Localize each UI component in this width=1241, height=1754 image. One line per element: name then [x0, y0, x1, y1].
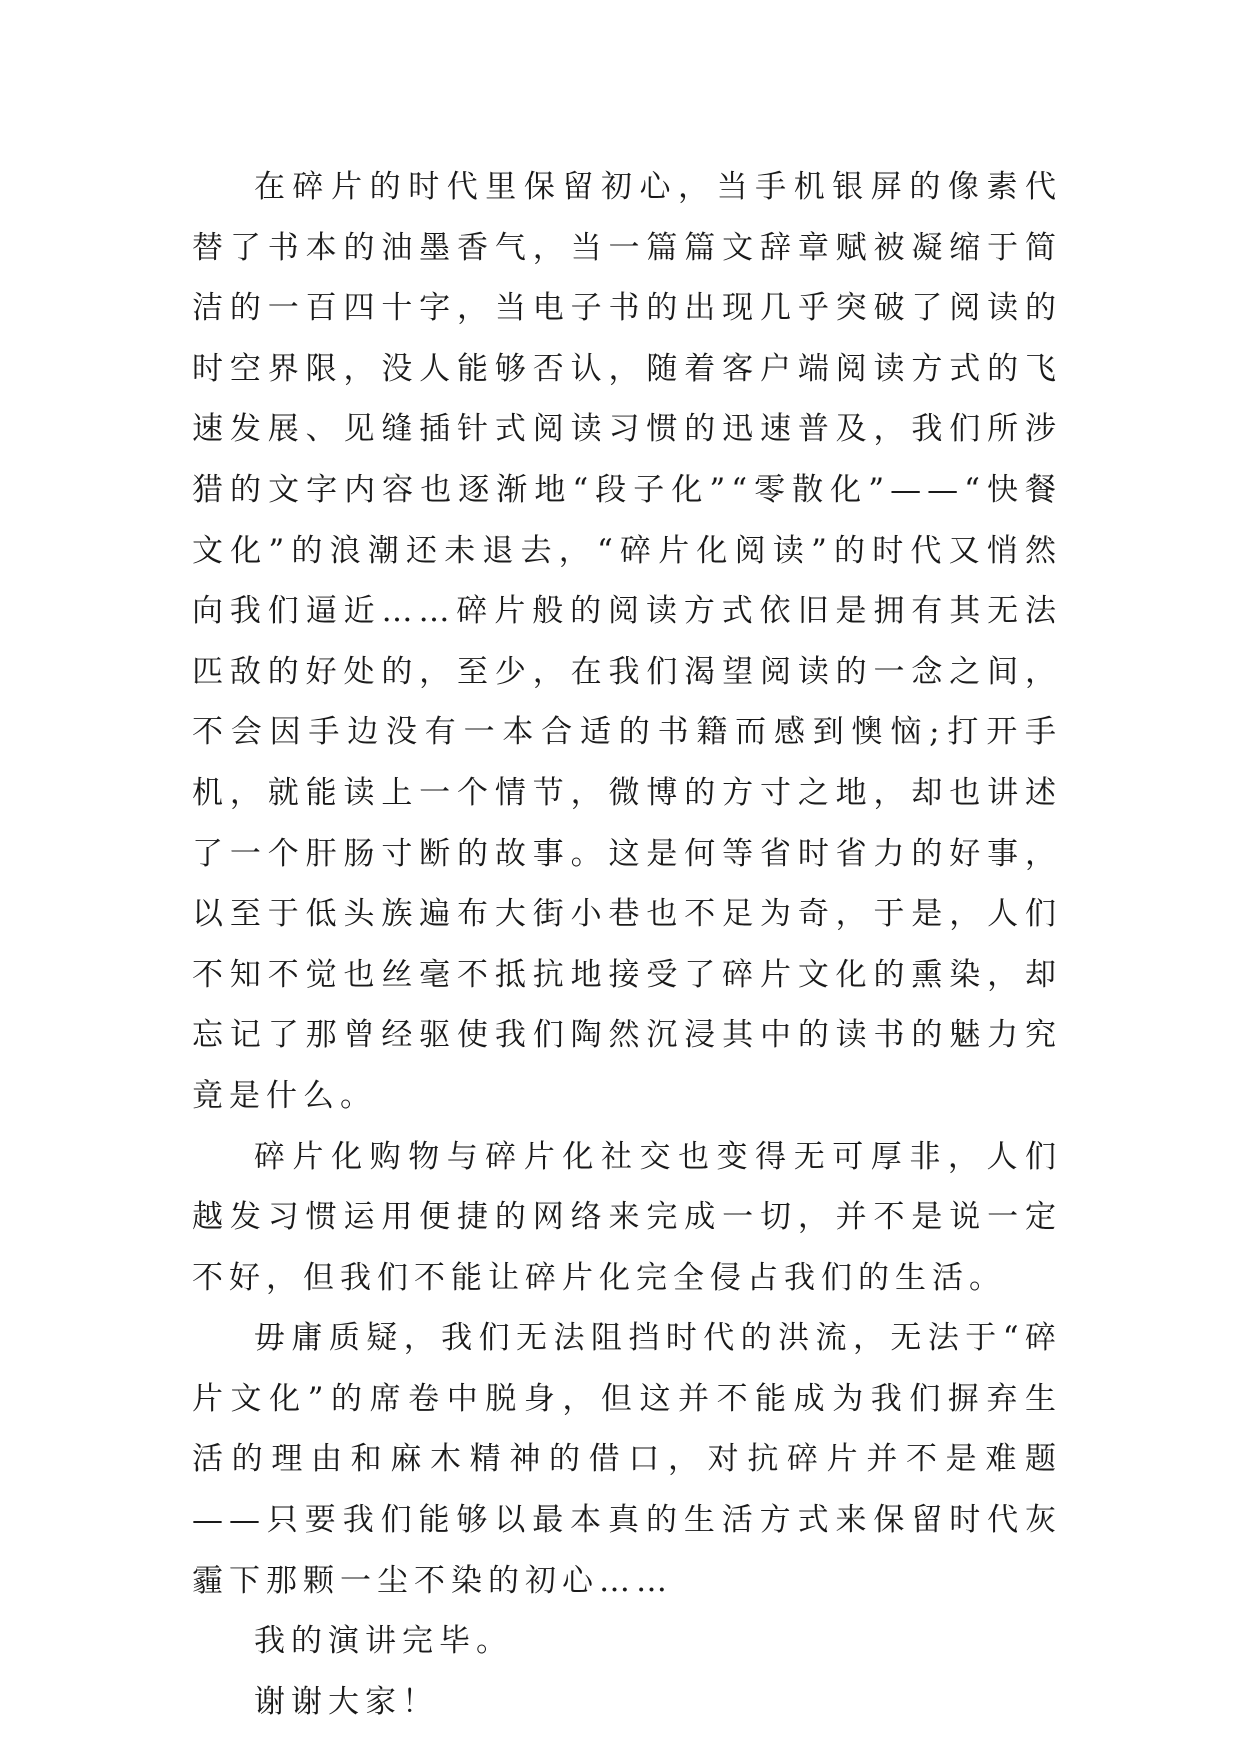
- paragraph-fragmented-reading: 在碎片的时代里保留初心，当手机银屏的像素代替了书本的油墨香气，当一篇篇文辞章赋被凝缩于简洁的一百四十字，当电子书的出现几乎突破了阅读的时空界限，没人能够否认，随着客户端阅读方式的飞速发展、见缝插针式阅读习惯的迅速普及，我们所涉猎的文字内容也逐渐地“段子化”“零散化”——“快餐文化”的浪潮还未退去，“碎片化阅读”的时代又悄然向我们逼近……碎片般的阅读方式依旧是拥有其无法匹敌的好处的，至少，在我们渴望阅读的一念之间，不会因手边没有一本合适的书籍而感到懊恼;打开手机，就能读上一个情节，微博的方寸之地，却也讲述了一个肝肠寸断的故事。这是何等省时省力的好事，以至于低头族遍布大街小巷也不足为奇，于是，人们不知不觉也丝毫不抵抗地接受了碎片文化的熏染，却忘记了那曾经驱使我们陶然沉浸其中的读书的魅力究竟是什么。: [192, 169, 1062, 1114]
- paragraph-fragmented-shopping: 碎片化购物与碎片化社交也变得无可厚非，人们越发习惯运用便捷的网络来完成一切，并不是说一定不好，但我们不能让碎片化完全侵占我们的生活。: [192, 1138, 1062, 1296]
- thanks-line: 谢谢大家！: [254, 1683, 439, 1720]
- speech-closing: 我的演讲完毕。: [254, 1623, 513, 1660]
- speech-body: [192, 157, 1062, 1732]
- paragraph-keep-original-heart: 毋庸质疑，我们无法阻挡时代的洪流，无法于“碎片文化”的席卷中脱身，但这并不能成为我们摒弃生活的理由和麻木精神的借口，对抗碎片并不是难题——只要我们能够以最本真的生活方式来保留时代灰霾下那颗一尘不染的初心……: [192, 1320, 1062, 1599]
